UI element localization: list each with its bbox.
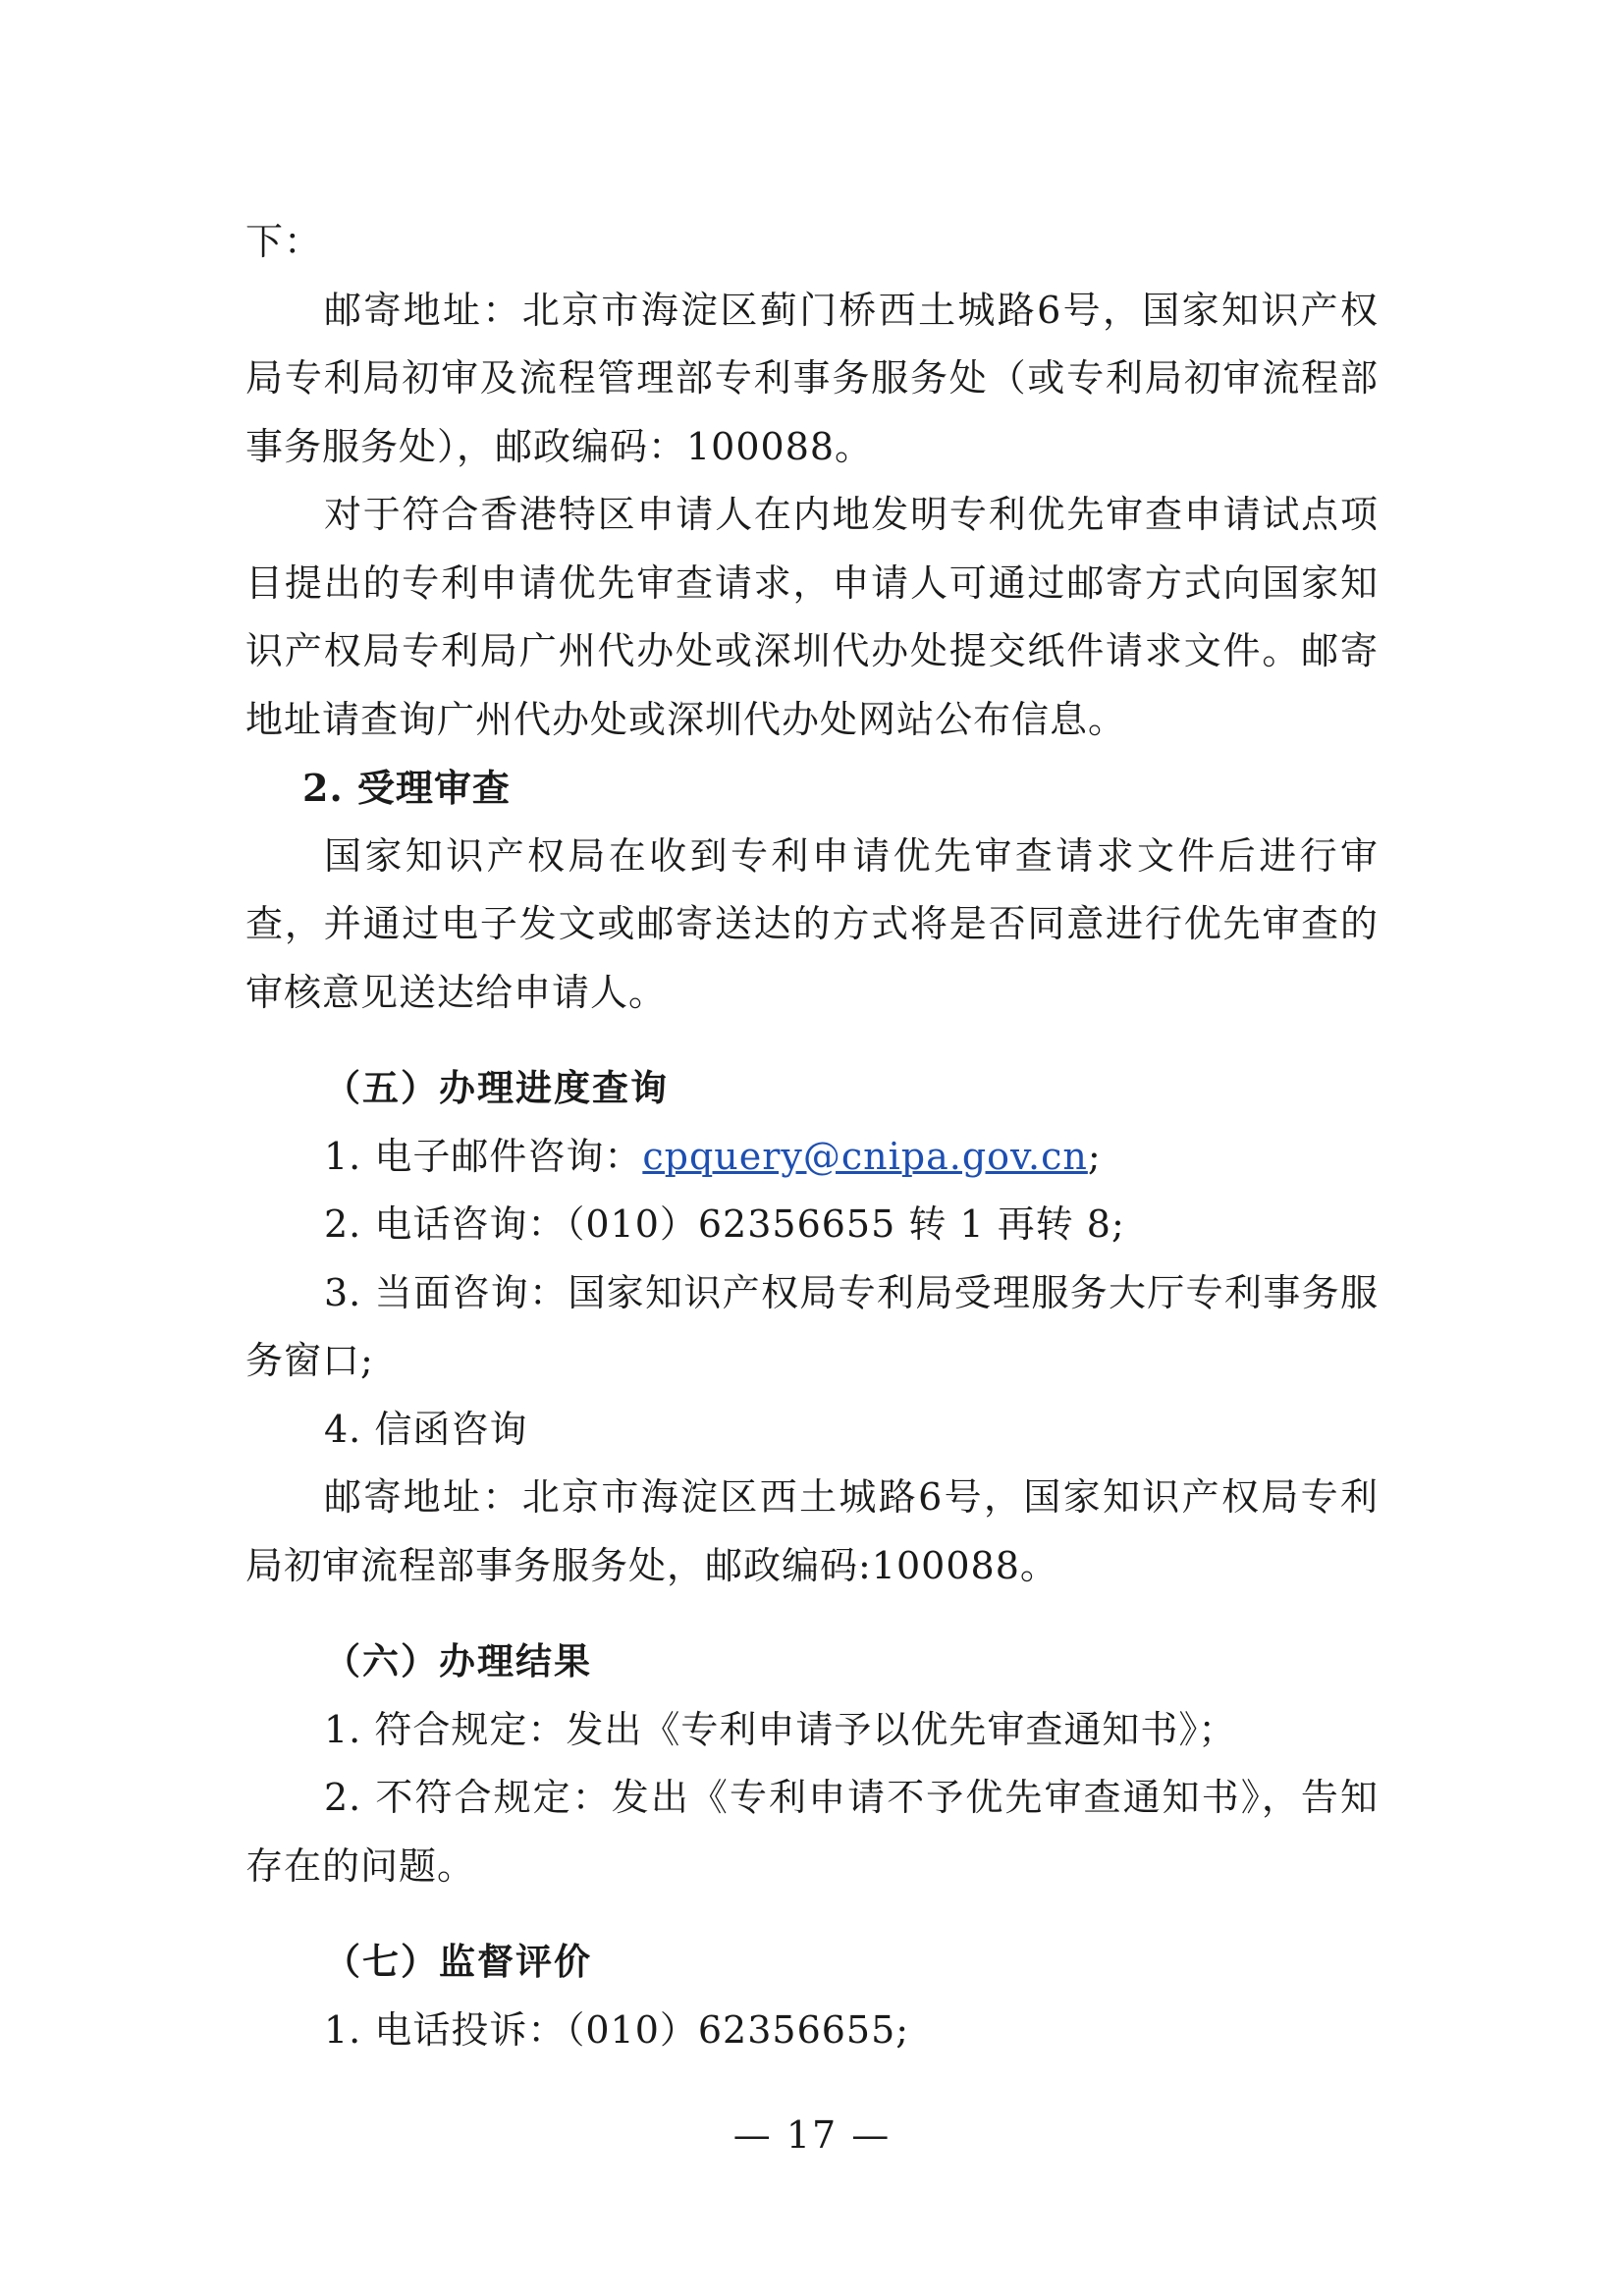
list-item-phone-inquiry: 2. 电话咨询：（010）62356655 转 1 再转 8; — [324, 1202, 1125, 1246]
paragraph-review-process: 国家知识产权局在收到专利申请优先审查请求文件后进行审查，并通过电子发文或邮寄送达的方式将是否同意进行优先审查的审核意见送达给申请人。 — [245, 833, 1379, 1014]
list-item-non-compliant: 2. 不符合规定：发出《专利申请不予优先审查通知书》，告知存在的问题。 — [245, 1776, 1379, 1888]
section-heading-progress-query: （五）办理进度查询 — [324, 1067, 669, 1109]
list-item-phone-complaint: 1. 电话投诉：（010）62356655; — [324, 2007, 910, 2052]
list-item-letter-inquiry: 4. 信函咨询 — [324, 1407, 528, 1451]
subheading-acceptance-review: 2. 受理审查 — [302, 766, 511, 810]
section-heading-supervision: （七）监督评价 — [324, 1941, 592, 1983]
page-number: — 17 — — [732, 2113, 892, 2157]
paragraph-mailing-address: 邮寄地址：北京市海淀区蓟门桥西土城路6号，国家知识产权局专利局初审及流程管理部专利事务服务处（或专利局初审流程部事务服务处），邮政编码：100088。 — [245, 288, 1379, 468]
email-inquiry-suffix: ; — [1087, 1134, 1102, 1178]
paragraph-hongkong-applicants: 对于符合香港特区申请人在内地发明专利优先审查申请试点项目提出的专利申请优先审查请求，申请人可通过邮寄方式向国家知识产权局专利局广州代办处或深圳代办处提交纸件请求文件。邮寄地址请查询广州代办处或深圳代办处网站公布信息。 — [245, 493, 1379, 741]
paragraph-letter-address: 邮寄地址：北京市海淀区西土城路6号，国家知识产权局专利局初审流程部事务服务处，邮政编码:100088。 — [245, 1475, 1379, 1587]
list-item-email-inquiry — [245, 1123, 1379, 1192]
list-item-in-person-inquiry: 3. 当面咨询：国家知识产权局专利局受理服务大厅专利事务服务窗口; — [245, 1270, 1379, 1382]
section-heading-results: （六）办理结果 — [324, 1640, 592, 1682]
email-inquiry-label: 1. 电子邮件咨询： — [324, 1134, 643, 1178]
email-link[interactable]: cpquery@cnipa.gov.cn — [642, 1134, 1088, 1178]
paragraph-continuation: 下： — [245, 220, 323, 263]
document-body — [245, 208, 1379, 2064]
list-item-compliant: 1. 符合规定：发出《专利申请予以优先审查通知书》； — [324, 1707, 1237, 1751]
